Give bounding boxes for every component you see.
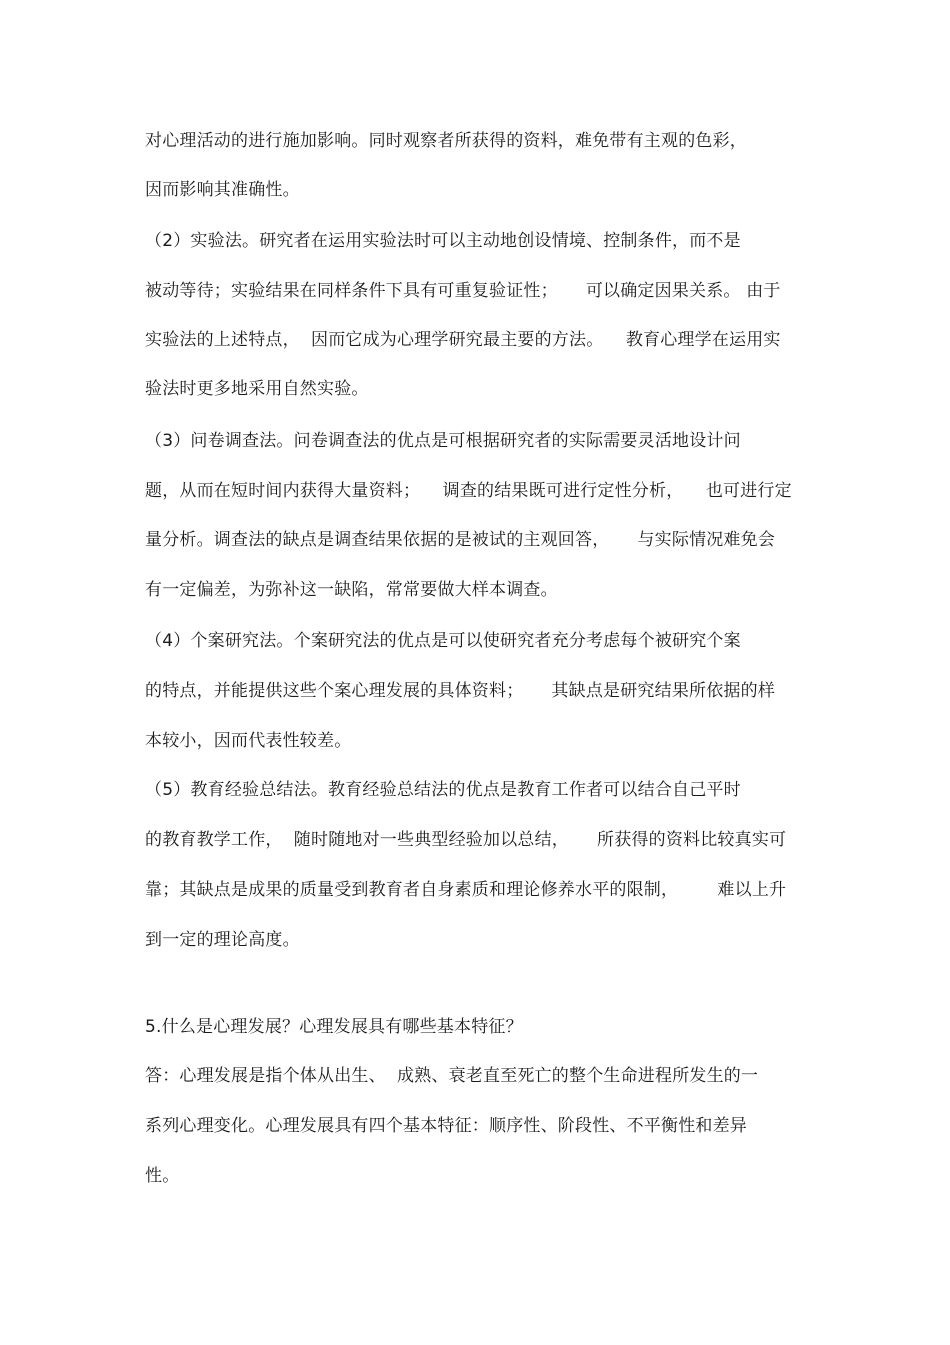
text-line: 实验法的上述特点， 因而它成为心理学研究最主要的方法。 教育心理学在运用实 — [145, 330, 781, 350]
text-line: 题，从而在短时间内获得大量资料； 调查的结果既可进行定性分析， 也可进行定 — [145, 481, 792, 501]
text-line: 系列心理变化。心理发展具有四个基本特征：顺序性、阶段性、不平衡性和差异 — [145, 1116, 747, 1136]
text-line: （2）实验法。研究者在运用实验法时可以主动地创设情境、控制条件，而不是 — [145, 231, 741, 251]
text-line: 被动等待；实验结果在同样条件下具有可重复验证性； 可以确定因果关系。 由于 — [145, 281, 781, 301]
text-line: 到一定的理论高度。 — [145, 930, 300, 950]
text-line: 对心理活动的进行施加影响。同时观察者所获得的资料，难免带有主观的色彩， — [145, 131, 747, 151]
text-line: 答：心理发展是指个体从出生、 成熟、衰老直至死亡的整个生命进程所发生的一 — [145, 1066, 759, 1086]
text-line: 的特点，并能提供这些个案心理发展的具体资料； 其缺点是研究结果所依据的样 — [145, 681, 776, 701]
text-line: 验法时更多地采用自然实验。 — [145, 379, 369, 399]
text-line: 靠；其缺点是成果的质量受到教育者自身素质和理论修养水平的限制， 难以上升 — [145, 880, 787, 900]
text-line: 有一定偏差，为弥补这一缺陷，常常要做大样本调查。 — [145, 580, 558, 600]
text-line: （4）个案研究法。个案研究法的优点是可以使研究者充分考虑每个被研究个案 — [145, 631, 741, 651]
text-line: 量分析。调查法的缺点是调查结果依据的是被试的主观回答， 与实际情况难免会 — [145, 530, 776, 550]
text-line: 本较小，因而代表性较差。 — [145, 731, 352, 751]
text-line: 性。 — [145, 1166, 180, 1186]
text-line: （3）问卷调查法。问卷调查法的优点是可根据研究者的实际需要灵活地设计问 — [145, 431, 741, 451]
question-heading: 5.什么是心理发展？心理发展具有哪些基本特征？ — [145, 1017, 523, 1037]
text-line: 因而影响其准确性。 — [145, 180, 300, 200]
text-line: （5）教育经验总结法。教育经验总结法的优点是教育工作者可以结合自己平时 — [145, 780, 741, 800]
text-line: 的教育教学工作， 随时随地对一些典型经验加以总结， 所获得的资料比较真实可 — [145, 830, 787, 850]
